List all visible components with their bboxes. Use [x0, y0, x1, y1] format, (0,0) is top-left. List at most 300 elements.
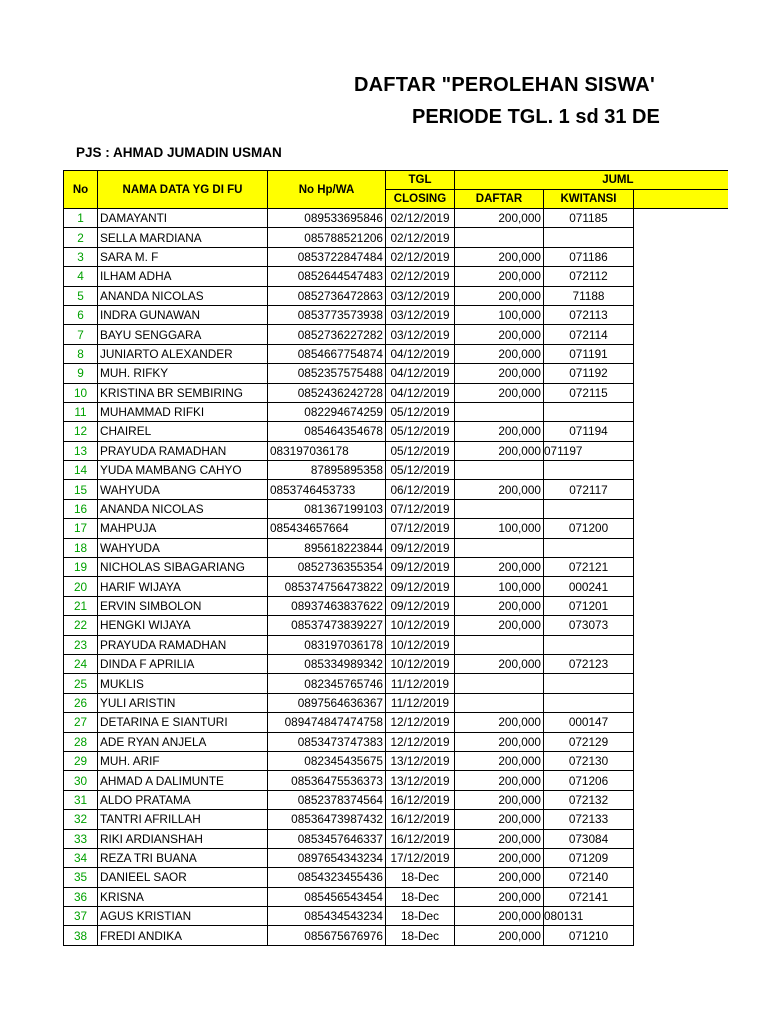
table-row — [64, 887, 728, 906]
row-name: ANANDA NICOLAS — [98, 499, 268, 518]
row-empty-cell — [634, 829, 728, 848]
row-closing-date: 18-Dec — [386, 907, 455, 926]
row-empty-cell — [634, 674, 728, 693]
row-phone: 0854667754874 — [268, 344, 386, 363]
row-kwitansi: 000147 — [544, 713, 634, 732]
row-number: 14 — [64, 461, 98, 480]
row-empty-cell — [634, 267, 728, 286]
row-kwitansi: 071201 — [544, 596, 634, 615]
row-empty-cell — [634, 305, 728, 324]
row-number: 1 — [64, 209, 98, 228]
row-empty-cell — [634, 538, 728, 557]
row-name: YULI ARISTIN — [98, 693, 268, 712]
row-daftar-amount: 200,000 — [455, 558, 544, 577]
row-closing-date: 04/12/2019 — [386, 383, 455, 402]
row-empty-cell — [634, 558, 728, 577]
row-daftar-amount: 200,000 — [455, 654, 544, 673]
row-name: PRAYUDA RAMADHAN — [98, 441, 268, 460]
header-jumlah: JUML — [455, 171, 634, 190]
row-kwitansi: 072123 — [544, 654, 634, 673]
table-row — [64, 344, 728, 363]
table-row — [64, 209, 728, 228]
row-number: 28 — [64, 732, 98, 751]
row-closing-date: 04/12/2019 — [386, 364, 455, 383]
row-name: CHAIREL — [98, 422, 268, 441]
row-kwitansi: 071185 — [544, 209, 634, 228]
row-daftar-amount: 200,000 — [455, 732, 544, 751]
row-number: 13 — [64, 441, 98, 460]
row-number: 26 — [64, 693, 98, 712]
row-empty-cell — [634, 596, 728, 615]
row-daftar-amount — [455, 674, 544, 693]
row-phone: 082345765746 — [268, 674, 386, 693]
row-empty-cell — [634, 790, 728, 809]
row-phone: 895618223844 — [268, 538, 386, 557]
table-row — [64, 247, 728, 266]
row-closing-date: 04/12/2019 — [386, 344, 455, 363]
row-daftar-amount: 200,000 — [455, 325, 544, 344]
table-row — [64, 228, 728, 247]
table-row — [64, 926, 728, 945]
row-kwitansi: 072112 — [544, 267, 634, 286]
row-closing-date: 05/12/2019 — [386, 402, 455, 421]
row-closing-date: 07/12/2019 — [386, 519, 455, 538]
row-phone: 085464354678 — [268, 422, 386, 441]
row-kwitansi: 073073 — [544, 616, 634, 635]
table-row — [64, 364, 728, 383]
row-closing-date: 17/12/2019 — [386, 848, 455, 867]
row-daftar-amount: 200,000 — [455, 267, 544, 286]
row-empty-cell — [634, 907, 728, 926]
row-name: REZA TRI BUANA — [98, 848, 268, 867]
row-name: RIKI ARDIANSHAH — [98, 829, 268, 848]
row-daftar-amount: 200,000 — [455, 616, 544, 635]
table-row — [64, 907, 728, 926]
row-closing-date: 16/12/2019 — [386, 810, 455, 829]
row-phone: 082345435675 — [268, 751, 386, 770]
row-empty-cell — [634, 247, 728, 266]
header-kwitansi: KWITANSI — [544, 190, 634, 209]
row-empty-cell — [634, 887, 728, 906]
report-period: PERIODE TGL. 1 sd 31 DE — [412, 106, 660, 128]
table-row — [64, 267, 728, 286]
row-phone: 0852644547483 — [268, 267, 386, 286]
row-kwitansi: 071186 — [544, 247, 634, 266]
row-closing-date: 05/12/2019 — [386, 422, 455, 441]
row-name: KRISNA — [98, 887, 268, 906]
row-kwitansi: 072121 — [544, 558, 634, 577]
row-kwitansi: 71188 — [544, 286, 634, 305]
row-closing-date: 05/12/2019 — [386, 441, 455, 460]
row-closing-date: 07/12/2019 — [386, 499, 455, 518]
row-number: 38 — [64, 926, 98, 945]
row-phone: 0853473747383 — [268, 732, 386, 751]
row-kwitansi: 000241 — [544, 577, 634, 596]
row-name: FREDI ANDIKA — [98, 926, 268, 945]
row-empty-cell — [634, 654, 728, 673]
row-number: 22 — [64, 616, 98, 635]
row-number: 16 — [64, 499, 98, 518]
row-kwitansi: 072114 — [544, 325, 634, 344]
row-name: INDRA GUNAWAN — [98, 305, 268, 324]
header-hp: No Hp/WA — [268, 171, 386, 209]
table-row — [64, 635, 728, 654]
row-number: 4 — [64, 267, 98, 286]
row-daftar-amount: 200,000 — [455, 790, 544, 809]
row-name: BAYU SENGGARA — [98, 325, 268, 344]
row-empty-cell — [634, 209, 728, 228]
row-phone: 085434543234 — [268, 907, 386, 926]
row-number: 10 — [64, 383, 98, 402]
row-closing-date: 12/12/2019 — [386, 732, 455, 751]
row-kwitansi: 073084 — [544, 829, 634, 848]
row-kwitansi — [544, 538, 634, 557]
row-daftar-amount: 200,000 — [455, 848, 544, 867]
row-phone: 08536473987432 — [268, 810, 386, 829]
row-closing-date: 06/12/2019 — [386, 480, 455, 499]
row-number: 6 — [64, 305, 98, 324]
row-empty-cell — [634, 325, 728, 344]
row-empty-cell — [634, 810, 728, 829]
row-daftar-amount: 200,000 — [455, 441, 544, 460]
row-number: 23 — [64, 635, 98, 654]
row-name: WAHYUDA — [98, 538, 268, 557]
row-daftar-amount: 200,000 — [455, 926, 544, 945]
row-kwitansi — [544, 693, 634, 712]
row-daftar-amount: 200,000 — [455, 751, 544, 770]
row-name: SARA M. F — [98, 247, 268, 266]
row-kwitansi: 072132 — [544, 790, 634, 809]
row-empty-cell — [634, 771, 728, 790]
row-name: TANTRI AFRILLAH — [98, 810, 268, 829]
row-phone: 085675676976 — [268, 926, 386, 945]
table-row — [64, 848, 728, 867]
row-daftar-amount — [455, 693, 544, 712]
row-name: MUHAMMAD RIFKI — [98, 402, 268, 421]
row-phone: 085374756473822 — [268, 577, 386, 596]
row-kwitansi: 080131 — [544, 907, 634, 926]
row-empty-cell — [634, 383, 728, 402]
row-kwitansi: 072117 — [544, 480, 634, 499]
row-phone: 08536475536373 — [268, 771, 386, 790]
table-row — [64, 693, 728, 712]
row-name: DINDA F APRILIA — [98, 654, 268, 673]
row-daftar-amount: 100,000 — [455, 305, 544, 324]
row-closing-date: 10/12/2019 — [386, 616, 455, 635]
row-name: DETARINA E SIANTURI — [98, 713, 268, 732]
row-closing-date: 05/12/2019 — [386, 461, 455, 480]
row-closing-date: 13/12/2019 — [386, 751, 455, 770]
row-daftar-amount: 200,000 — [455, 480, 544, 499]
header-no: No — [64, 171, 98, 209]
table-row — [64, 616, 728, 635]
row-kwitansi: 072115 — [544, 383, 634, 402]
row-kwitansi: 072113 — [544, 305, 634, 324]
table-row — [64, 538, 728, 557]
row-name: WAHYUDA — [98, 480, 268, 499]
table-row — [64, 771, 728, 790]
row-phone: 0853722847484 — [268, 247, 386, 266]
row-number: 31 — [64, 790, 98, 809]
header-jumlah-overflow — [634, 171, 728, 190]
report-title: DAFTAR "PEROLEHAN SISWA' — [354, 74, 655, 96]
row-kwitansi: 071206 — [544, 771, 634, 790]
table-row — [64, 480, 728, 499]
pjs-label: PJS : AHMAD JUMADIN USMAN — [76, 145, 282, 160]
table-row — [64, 499, 728, 518]
row-closing-date: 09/12/2019 — [386, 558, 455, 577]
row-kwitansi: 071197 — [544, 441, 634, 460]
table-row — [64, 383, 728, 402]
row-number: 27 — [64, 713, 98, 732]
row-daftar-amount: 200,000 — [455, 907, 544, 926]
row-kwitansi: 071200 — [544, 519, 634, 538]
row-name: JUNIARTO ALEXANDER — [98, 344, 268, 363]
row-daftar-amount: 200,000 — [455, 344, 544, 363]
row-closing-date: 02/12/2019 — [386, 228, 455, 247]
row-phone: 0897654343234 — [268, 848, 386, 867]
row-empty-cell — [634, 848, 728, 867]
row-name: YUDA MAMBANG CAHYO — [98, 461, 268, 480]
row-empty-cell — [634, 732, 728, 751]
row-closing-date: 03/12/2019 — [386, 325, 455, 344]
row-closing-date: 16/12/2019 — [386, 829, 455, 848]
row-empty-cell — [634, 519, 728, 538]
row-daftar-amount: 200,000 — [455, 713, 544, 732]
row-empty-cell — [634, 344, 728, 363]
table-row — [64, 325, 728, 344]
row-empty-cell — [634, 713, 728, 732]
row-name: KRISTINA BR SEMBIRING — [98, 383, 268, 402]
row-empty-cell — [634, 441, 728, 460]
row-closing-date: 16/12/2019 — [386, 790, 455, 809]
row-closing-date: 18-Dec — [386, 926, 455, 945]
row-number: 11 — [64, 402, 98, 421]
row-name: NICHOLAS SIBAGARIANG — [98, 558, 268, 577]
header-closing: CLOSING — [386, 190, 455, 209]
row-phone: 0852736227282 — [268, 325, 386, 344]
row-empty-cell — [634, 926, 728, 945]
table-row — [64, 461, 728, 480]
row-number: 29 — [64, 751, 98, 770]
row-number: 34 — [64, 848, 98, 867]
row-kwitansi: 071191 — [544, 344, 634, 363]
row-phone: 081367199103 — [268, 499, 386, 518]
table-body — [64, 209, 728, 946]
row-daftar-amount: 200,000 — [455, 364, 544, 383]
row-number: 15 — [64, 480, 98, 499]
row-daftar-amount — [455, 538, 544, 557]
row-daftar-amount: 200,000 — [455, 810, 544, 829]
row-closing-date: 02/12/2019 — [386, 247, 455, 266]
row-name: SELLA MARDIANA — [98, 228, 268, 247]
row-closing-date: 09/12/2019 — [386, 538, 455, 557]
row-closing-date: 18-Dec — [386, 887, 455, 906]
row-empty-cell — [634, 286, 728, 305]
row-number: 21 — [64, 596, 98, 615]
row-daftar-amount — [455, 402, 544, 421]
row-closing-date: 11/12/2019 — [386, 693, 455, 712]
table-row — [64, 596, 728, 615]
row-daftar-amount: 200,000 — [455, 383, 544, 402]
row-phone: 082294674259 — [268, 402, 386, 421]
row-phone: 0852736355354 — [268, 558, 386, 577]
row-number: 35 — [64, 868, 98, 887]
row-kwitansi: 071210 — [544, 926, 634, 945]
row-phone: 08537473839227 — [268, 616, 386, 635]
row-daftar-amount: 100,000 — [455, 519, 544, 538]
row-empty-cell — [634, 461, 728, 480]
row-number: 37 — [64, 907, 98, 926]
row-closing-date: 09/12/2019 — [386, 577, 455, 596]
row-closing-date: 18-Dec — [386, 868, 455, 887]
row-number: 12 — [64, 422, 98, 441]
row-daftar-amount: 200,000 — [455, 596, 544, 615]
row-daftar-amount — [455, 461, 544, 480]
table-row — [64, 829, 728, 848]
row-name: HENGKI WIJAYA — [98, 616, 268, 635]
row-empty-cell — [634, 422, 728, 441]
row-number: 25 — [64, 674, 98, 693]
table-row — [64, 810, 728, 829]
row-closing-date: 09/12/2019 — [386, 596, 455, 615]
row-number: 8 — [64, 344, 98, 363]
row-empty-cell — [634, 577, 728, 596]
row-daftar-amount: 200,000 — [455, 422, 544, 441]
row-daftar-amount: 200,000 — [455, 868, 544, 887]
row-phone: 0852736472863 — [268, 286, 386, 305]
row-daftar-amount: 100,000 — [455, 577, 544, 596]
row-phone: 085334989342 — [268, 654, 386, 673]
table-row — [64, 305, 728, 324]
row-number: 24 — [64, 654, 98, 673]
row-empty-cell — [634, 635, 728, 654]
row-phone: 0852378374564 — [268, 790, 386, 809]
row-empty-cell — [634, 693, 728, 712]
header-nama: NAMA DATA YG DI FU — [98, 171, 268, 209]
row-number: 2 — [64, 228, 98, 247]
table-row — [64, 286, 728, 305]
row-name: MUH. ARIF — [98, 751, 268, 770]
row-closing-date: 03/12/2019 — [386, 286, 455, 305]
row-name: PRAYUDA RAMADHAN — [98, 635, 268, 654]
row-empty-cell — [634, 499, 728, 518]
row-name: ILHAM ADHA — [98, 267, 268, 286]
row-kwitansi — [544, 228, 634, 247]
table-row — [64, 868, 728, 887]
row-number: 36 — [64, 887, 98, 906]
header-daftar: DAFTAR — [455, 190, 544, 209]
table-row — [64, 713, 728, 732]
row-empty-cell — [634, 402, 728, 421]
table-row — [64, 402, 728, 421]
row-number: 17 — [64, 519, 98, 538]
row-name: ALDO PRATAMA — [98, 790, 268, 809]
row-daftar-amount — [455, 635, 544, 654]
row-phone: 085434657664 — [268, 519, 386, 538]
row-kwitansi: 071209 — [544, 848, 634, 867]
row-name: ERVIN SIMBOLON — [98, 596, 268, 615]
table-row — [64, 751, 728, 770]
row-phone: 0853746453733 — [268, 480, 386, 499]
row-kwitansi: 071192 — [544, 364, 634, 383]
row-number: 18 — [64, 538, 98, 557]
row-closing-date: 02/12/2019 — [386, 209, 455, 228]
row-number: 30 — [64, 771, 98, 790]
row-daftar-amount: 200,000 — [455, 286, 544, 305]
row-empty-cell — [634, 868, 728, 887]
row-kwitansi — [544, 402, 634, 421]
row-empty-cell — [634, 480, 728, 499]
row-kwitansi: 072141 — [544, 887, 634, 906]
row-empty-cell — [634, 751, 728, 770]
row-kwitansi — [544, 499, 634, 518]
row-empty-cell — [634, 364, 728, 383]
row-daftar-amount: 200,000 — [455, 829, 544, 848]
header-overflow — [634, 190, 728, 209]
row-kwitansi: 072129 — [544, 732, 634, 751]
row-name: ANANDA NICOLAS — [98, 286, 268, 305]
row-phone: 085788521206 — [268, 228, 386, 247]
row-closing-date: 10/12/2019 — [386, 654, 455, 673]
table-row — [64, 441, 728, 460]
row-closing-date: 13/12/2019 — [386, 771, 455, 790]
row-kwitansi: 072133 — [544, 810, 634, 829]
row-phone: 87895895358 — [268, 461, 386, 480]
row-phone: 0897564636367 — [268, 693, 386, 712]
row-daftar-amount: 200,000 — [455, 887, 544, 906]
row-phone: 083197036178 — [268, 441, 386, 460]
row-number: 9 — [64, 364, 98, 383]
row-phone: 08937463837622 — [268, 596, 386, 615]
row-kwitansi — [544, 461, 634, 480]
table-row — [64, 558, 728, 577]
row-number: 20 — [64, 577, 98, 596]
row-kwitansi: 072130 — [544, 751, 634, 770]
row-phone: 0853773573938 — [268, 305, 386, 324]
row-number: 7 — [64, 325, 98, 344]
row-phone: 085456543454 — [268, 887, 386, 906]
table-row — [64, 577, 728, 596]
row-phone: 089474847474758 — [268, 713, 386, 732]
row-name: MAHPUJA — [98, 519, 268, 538]
row-phone: 083197036178 — [268, 635, 386, 654]
row-phone: 0853457646337 — [268, 829, 386, 848]
row-empty-cell — [634, 228, 728, 247]
table-row — [64, 519, 728, 538]
row-number: 3 — [64, 247, 98, 266]
row-phone: 0852357575488 — [268, 364, 386, 383]
table-row — [64, 654, 728, 673]
row-number: 33 — [64, 829, 98, 848]
header-tgl: TGL — [386, 171, 455, 190]
row-name: AGUS KRISTIAN — [98, 907, 268, 926]
row-phone: 0852436242728 — [268, 383, 386, 402]
row-closing-date: 02/12/2019 — [386, 267, 455, 286]
row-daftar-amount — [455, 228, 544, 247]
row-empty-cell — [634, 616, 728, 635]
table-row — [64, 790, 728, 809]
row-name: ADE RYAN ANJELA — [98, 732, 268, 751]
row-daftar-amount: 200,000 — [455, 209, 544, 228]
row-phone: 089533695846 — [268, 209, 386, 228]
table-row — [64, 732, 728, 751]
student-table — [63, 170, 728, 946]
row-number: 19 — [64, 558, 98, 577]
row-number: 5 — [64, 286, 98, 305]
row-name: DANIEEL SAOR — [98, 868, 268, 887]
table-row — [64, 674, 728, 693]
